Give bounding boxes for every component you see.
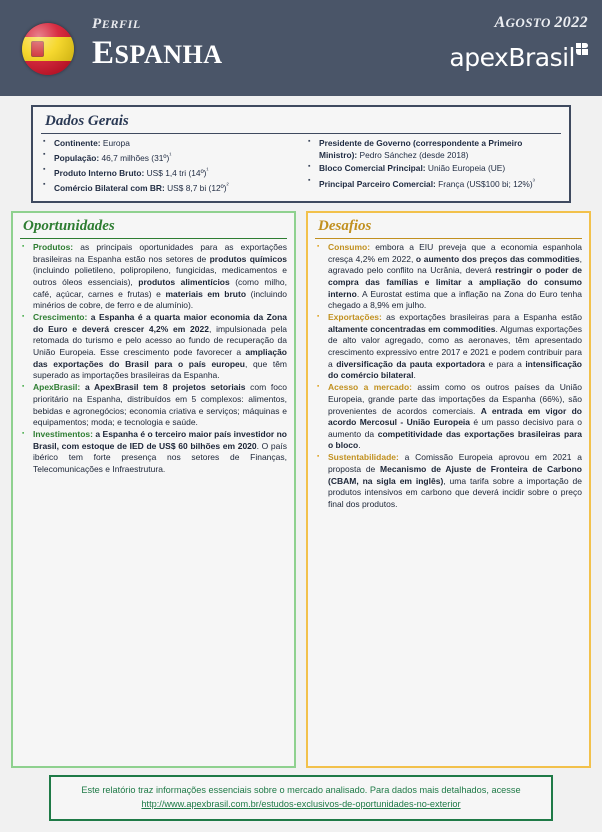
dados-gerais-left-column <box>41 137 296 195</box>
spain-flag-icon <box>22 23 74 75</box>
header-meta-group <box>449 14 588 72</box>
page-body <box>0 96 602 832</box>
list-item: ▪ Sustentabilidade: a Comissão Europeia aprovou em 2021 a proposta de Mecanismo de Ajuste de Fronteira de Carbono (CBAM, na sigla em inglês), uma tarifa sobre a importação de produtos intensivos em carbono que deverá incidir sobre o preço final dos produtos. <box>315 452 582 510</box>
list-item: ▪ Investimentos: a Espanha é o terceiro maior país investidor no Brasil, com estoque de IED de US$ 60 bilhões em 2020. O país ibérico tem forte presença nos setores de Finanças, Telecomunicações e Infraestrutura. <box>20 429 287 475</box>
list-item: ▪ Principal Parceiro Comercial: França (US$100 bi; 12%)$^{^3}$ <box>306 176 561 190</box>
list-item: ▪ Continente: Europa <box>41 137 296 149</box>
desafios-panel <box>306 211 591 768</box>
dados-gerais-right-list <box>306 137 561 190</box>
footer-text: Este relatório traz informações essenciais sobre o mercado analisado. Para dados mais detalhados, acesse <box>81 785 521 795</box>
insight-panels <box>11 211 591 768</box>
page-title: ESPANHA <box>92 35 223 71</box>
apexbrasil-logo-text: apexBrasil <box>449 43 575 72</box>
desafios-title: Desafios <box>315 217 582 239</box>
oportunidades-list <box>20 242 287 476</box>
footer-note <box>49 775 553 821</box>
apexbrasil-logo <box>449 43 588 72</box>
list-item: ▪ ApexBrasil: a ApexBrasil tem 8 projetos setoriais com foco prioritário na Espanha, distribuídos em 5 complexos: alimentos, bebidas e agronegócios; economia criativa e serviços; máquinas e equipamentos; moda; e tecnologia e saúde. <box>20 382 287 428</box>
list-item: ▪ Consumo: embora a EIU preveja que a economia espanhola cresça 4,2% em 2022, o aumento dos preços das commodities, agravado pelo conflito na Ucrânia, deverá restringir o poder de compra das famílias e limitar a ampliação do consumo interno. A Eurostat estima que a inflação na Zona do Euro tenha chegado a 8,9% em julho. <box>315 242 582 312</box>
oportunidades-title: Oportunidades <box>20 217 287 239</box>
page-header <box>0 0 602 96</box>
dados-gerais-right-column <box>306 137 561 195</box>
list-item: ▪ Exportações: as exportações brasileiras para a Espanha estão altamente concentradas em commodities. Algumas exportações de alto valor agregado, como as aeronaves, têm apresentado crescimento expressivo entre 2017 e 2021 e podem contribuir para a diversificação da pauta exportadora e para a intensificação do comércio bilateral. <box>315 312 582 382</box>
list-item: ▪ Produtos: as principais oportunidades para as exportações brasileiras na Espanha estão nos setores de produtos químicos (incluindo polietileno, polipropileno, fungicidas, medicamentos e outros óleos essenciais), produtos alimentícios (como milho, café, açúcar, carnes e frutas) e materiais em bruto (incluindo minérios de cobre, de ferro e de alumínio). <box>20 242 287 312</box>
list-item: ▪ Comércio Bilateral com BR: US$ 8,7 bi (12º)$^{^2}$ <box>41 180 296 194</box>
footer-link[interactable]: http://www.apexbrasil.com.br/estudos-exclusivos-de-oportunidades-no-exterior <box>141 798 461 809</box>
dados-gerais-title: Dados Gerais <box>41 112 561 134</box>
header-kicker: PERFIL <box>92 16 141 32</box>
list-item: ▪ Crescimento: a Espanha é a quarta maior economia da Zona do Euro e deverá crescer 4,2% em 2022, impulsionada pela retomada do turismo e pelo acesso ao fundo de recuperação da União Europeia. Esse crescimento pode favorecer a ampliação das exportações do Brasil para o país europeu, que têm superado as importações brasileiras da Espanha. <box>20 312 287 382</box>
dados-gerais-panel <box>31 105 571 203</box>
flag-gloss-overlay <box>22 23 74 75</box>
report-date: AGOSTO 2022 <box>494 14 588 31</box>
apex-cross-mark-icon <box>576 43 588 55</box>
list-item: ▪ Produto Interno Bruto: US$ 1,4 tri (14º)$^{^1}$ <box>41 165 296 179</box>
desafios-list <box>315 242 582 511</box>
list-item: ▪ Bloco Comercial Principal: União Europeia (UE) <box>306 162 561 174</box>
dados-gerais-left-list <box>41 137 296 194</box>
header-title-group <box>92 16 223 70</box>
list-item: ▪ População: 46,7 milhões (31º)$^{^1}$ <box>41 150 296 164</box>
oportunidades-panel <box>11 211 296 768</box>
list-item: ▪ Acesso a mercado: assim como os outros países da União Europeia, grande parte das importações da Espanha (66%), são provenientes de acordos comerciais. A entrada em vigor do acordo Mercosul - União Europeia é um passo decisivo para o aumento da competitividade das exportações brasileiras para o bloco. <box>315 382 582 452</box>
list-item: ▪ Presidente de Governo (correspondente a Primeiro Ministro): Pedro Sánchez (desde 2018) <box>306 137 561 161</box>
